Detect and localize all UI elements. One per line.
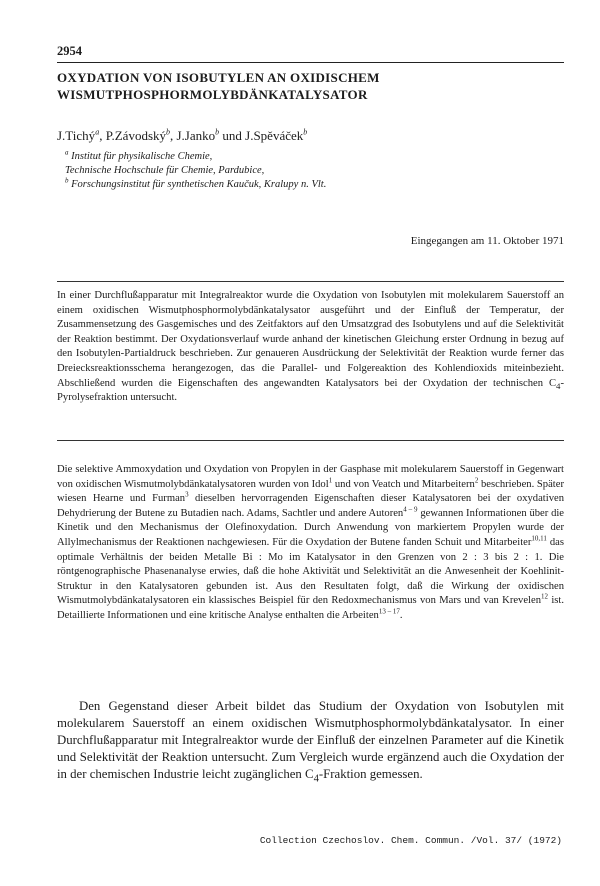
affiliation-text: Technische Hochschule für Chemie, Pardubice, <box>65 165 265 176</box>
affiliation-line <box>65 150 565 164</box>
reference-mark: 12 <box>541 592 549 601</box>
page-number: 2954 <box>57 44 82 58</box>
abstract-bottom-rule <box>57 440 564 441</box>
abstract-top-rule <box>57 281 564 282</box>
author-name: J.Spěváček <box>245 128 304 143</box>
affiliation-mark: b <box>65 176 69 185</box>
abstract <box>57 289 564 406</box>
author-affil-mark: b <box>166 127 170 137</box>
main-text-part: Den Gegenstand dieser Arbeit bildet das Studium der Oxydation von Isobutylen mit molekularem Sauerstoff an einem oxidischen Wismutphosphormolybdänkatalysator. In einer Durchflußapparatur mit Integralreaktor wurde der Einfluß der einzelnen Parameter auf die Kinetik und Selektivität der Reaktion untersucht. Zum Vergleich wurde ergänzend auch die Oxydation der in der chemischen Industrie leicht zugänglichen C <box>57 699 564 781</box>
intro-text-part: dieselben hervorragenden Eigenschaften dieser Katalysatoren bei der oxydativen Dehydrierung der Butene zu Butadien nach. Adams, Sachtler und andere Autoren <box>57 493 564 519</box>
subscript: 4 <box>313 773 319 785</box>
affiliation-text: Forschungsinstitut für synthetischen Kaučuk, Kralupy n. Vlt. <box>71 179 327 190</box>
intro-text-part: Die selektive Ammoxydation und Oxydation von Propylen in der Gasphase mit molekularem Sauerstoff in Gegenwart von oxidischen Wismutmolybdänkatalysatoren wurden von Idol <box>57 464 564 490</box>
main-text-part: -Fraktion gemessen. <box>318 767 423 781</box>
affiliation-text: Institut für physikalische Chemie, <box>71 151 213 162</box>
intro-text <box>57 463 564 624</box>
article-title <box>57 69 567 103</box>
title-line: WISMUTPHOSPHORMOLYBDÄNKATALYSATOR <box>57 87 368 102</box>
author-affil-mark: b <box>215 127 220 137</box>
abstract-text-part: -Pyrolysefraktion untersucht. <box>57 377 564 404</box>
abstract-text-part: In einer Durchflußapparatur mit Integralreaktor wurde die Oxydation von Isobutylen mit molekularem Sauerstoff an einem oxidischen Wismutphosphormolybdänkatalysator ausgeführt und der Einfluß der Temperatur, der Zusammensetzung des Gasgemisches und des Zeitfaktors auf den Umsatzgrad des Isobutylens und auf die Selektivität der Reaktion bestimmt. Der Oxydationsverlauf wurde anhand der kinetischen Gleichung erster Ordnung in bezug auf den Isobutylen-Partialdruck beschrieben. Zur genaueren Ausdrückung der Selektivität der Reaktion wurde ferner das Dreiecksreaktionsschema herangezogen, das die Parallel- und Folgereaktion des Kohlendioxids miteinbezieht. Abschließend wurden die Eigenschaften des angewandten Katalysators bei der Oxydation der technischen C <box>57 290 564 389</box>
affiliation-line <box>65 164 565 178</box>
main-paragraph <box>57 698 564 783</box>
reference-mark: 10,11 <box>531 534 547 543</box>
subscript: 4 <box>556 380 561 391</box>
abstract-text <box>57 289 564 406</box>
reference-mark: 1 <box>328 476 333 485</box>
main-text <box>57 698 564 783</box>
affiliation-line <box>65 178 565 192</box>
affiliations <box>65 150 565 192</box>
journal-footer: Collection Czechoslov. Chem. Commun. /Vol. 37/ (1972) <box>259 835 562 846</box>
author-separator: , <box>170 128 177 143</box>
intro-text-part: beschrieben. Später wiesen Hearne und Furman <box>57 478 564 505</box>
reference-mark: 3 <box>185 490 189 499</box>
reference-mark: 4 – 9 <box>403 505 418 514</box>
author-separator: , <box>99 128 106 143</box>
author-affil-mark: a <box>95 127 100 137</box>
received-date: Eingegangen am 11. Oktober 1971 <box>410 235 564 247</box>
intro-text-part: und von Veatch und Mitarbeitern <box>332 478 475 490</box>
intro-text-part: gewannen Informationen über die Kinetik und den Mechanismus der Olefinoxydation. Durch Anwendung von markiertem Propylen wurde der Allylmechanismus der Reaktionen nachgewiesen. Für die Oxydation der Butene fanden Schuit und Mitarbeiter <box>57 507 565 548</box>
author-conjunction: und <box>219 128 246 143</box>
author-list <box>57 128 567 144</box>
title-line: OXYDATION VON ISOBUTYLEN AN OXIDISCHEM <box>57 70 380 85</box>
author-name: J.Janko <box>176 128 216 143</box>
intro-text-part: das optimale Verhältnis der beiden Metalle Bi : Mo im Katalysator in den Grenzen von 2 : 3 bis 2 : 1. Die röntgenographische Phasenanalyse erwies, daß die hohe Aktivität und Selektivität an die Anwesenheit der Koehlinit-Struktur in den Katalysatoren gebunden ist. Aus den Resultaten folgt, daß die Wirkung der oxidischen Wismutmolybdänkatalysatoren ein klassisches Beispiel für den Redoxmechanismus von Mars und van Krevelen <box>57 536 564 607</box>
intro-text-part: . <box>399 609 403 621</box>
author-name: J.Tichý <box>57 128 96 143</box>
affiliation-mark: a <box>65 148 69 157</box>
author-name: P.Závodský <box>105 128 166 143</box>
reference-mark: 13 – 17 <box>378 607 400 616</box>
intro-paragraph <box>57 463 564 624</box>
intro-text-part: ist. Detaillierte Informationen und eine kritische Analyse enthalten die Arbeiten <box>57 595 565 621</box>
header-rule <box>57 62 564 63</box>
reference-mark: 2 <box>474 476 479 485</box>
author-affil-mark: b <box>303 127 308 137</box>
